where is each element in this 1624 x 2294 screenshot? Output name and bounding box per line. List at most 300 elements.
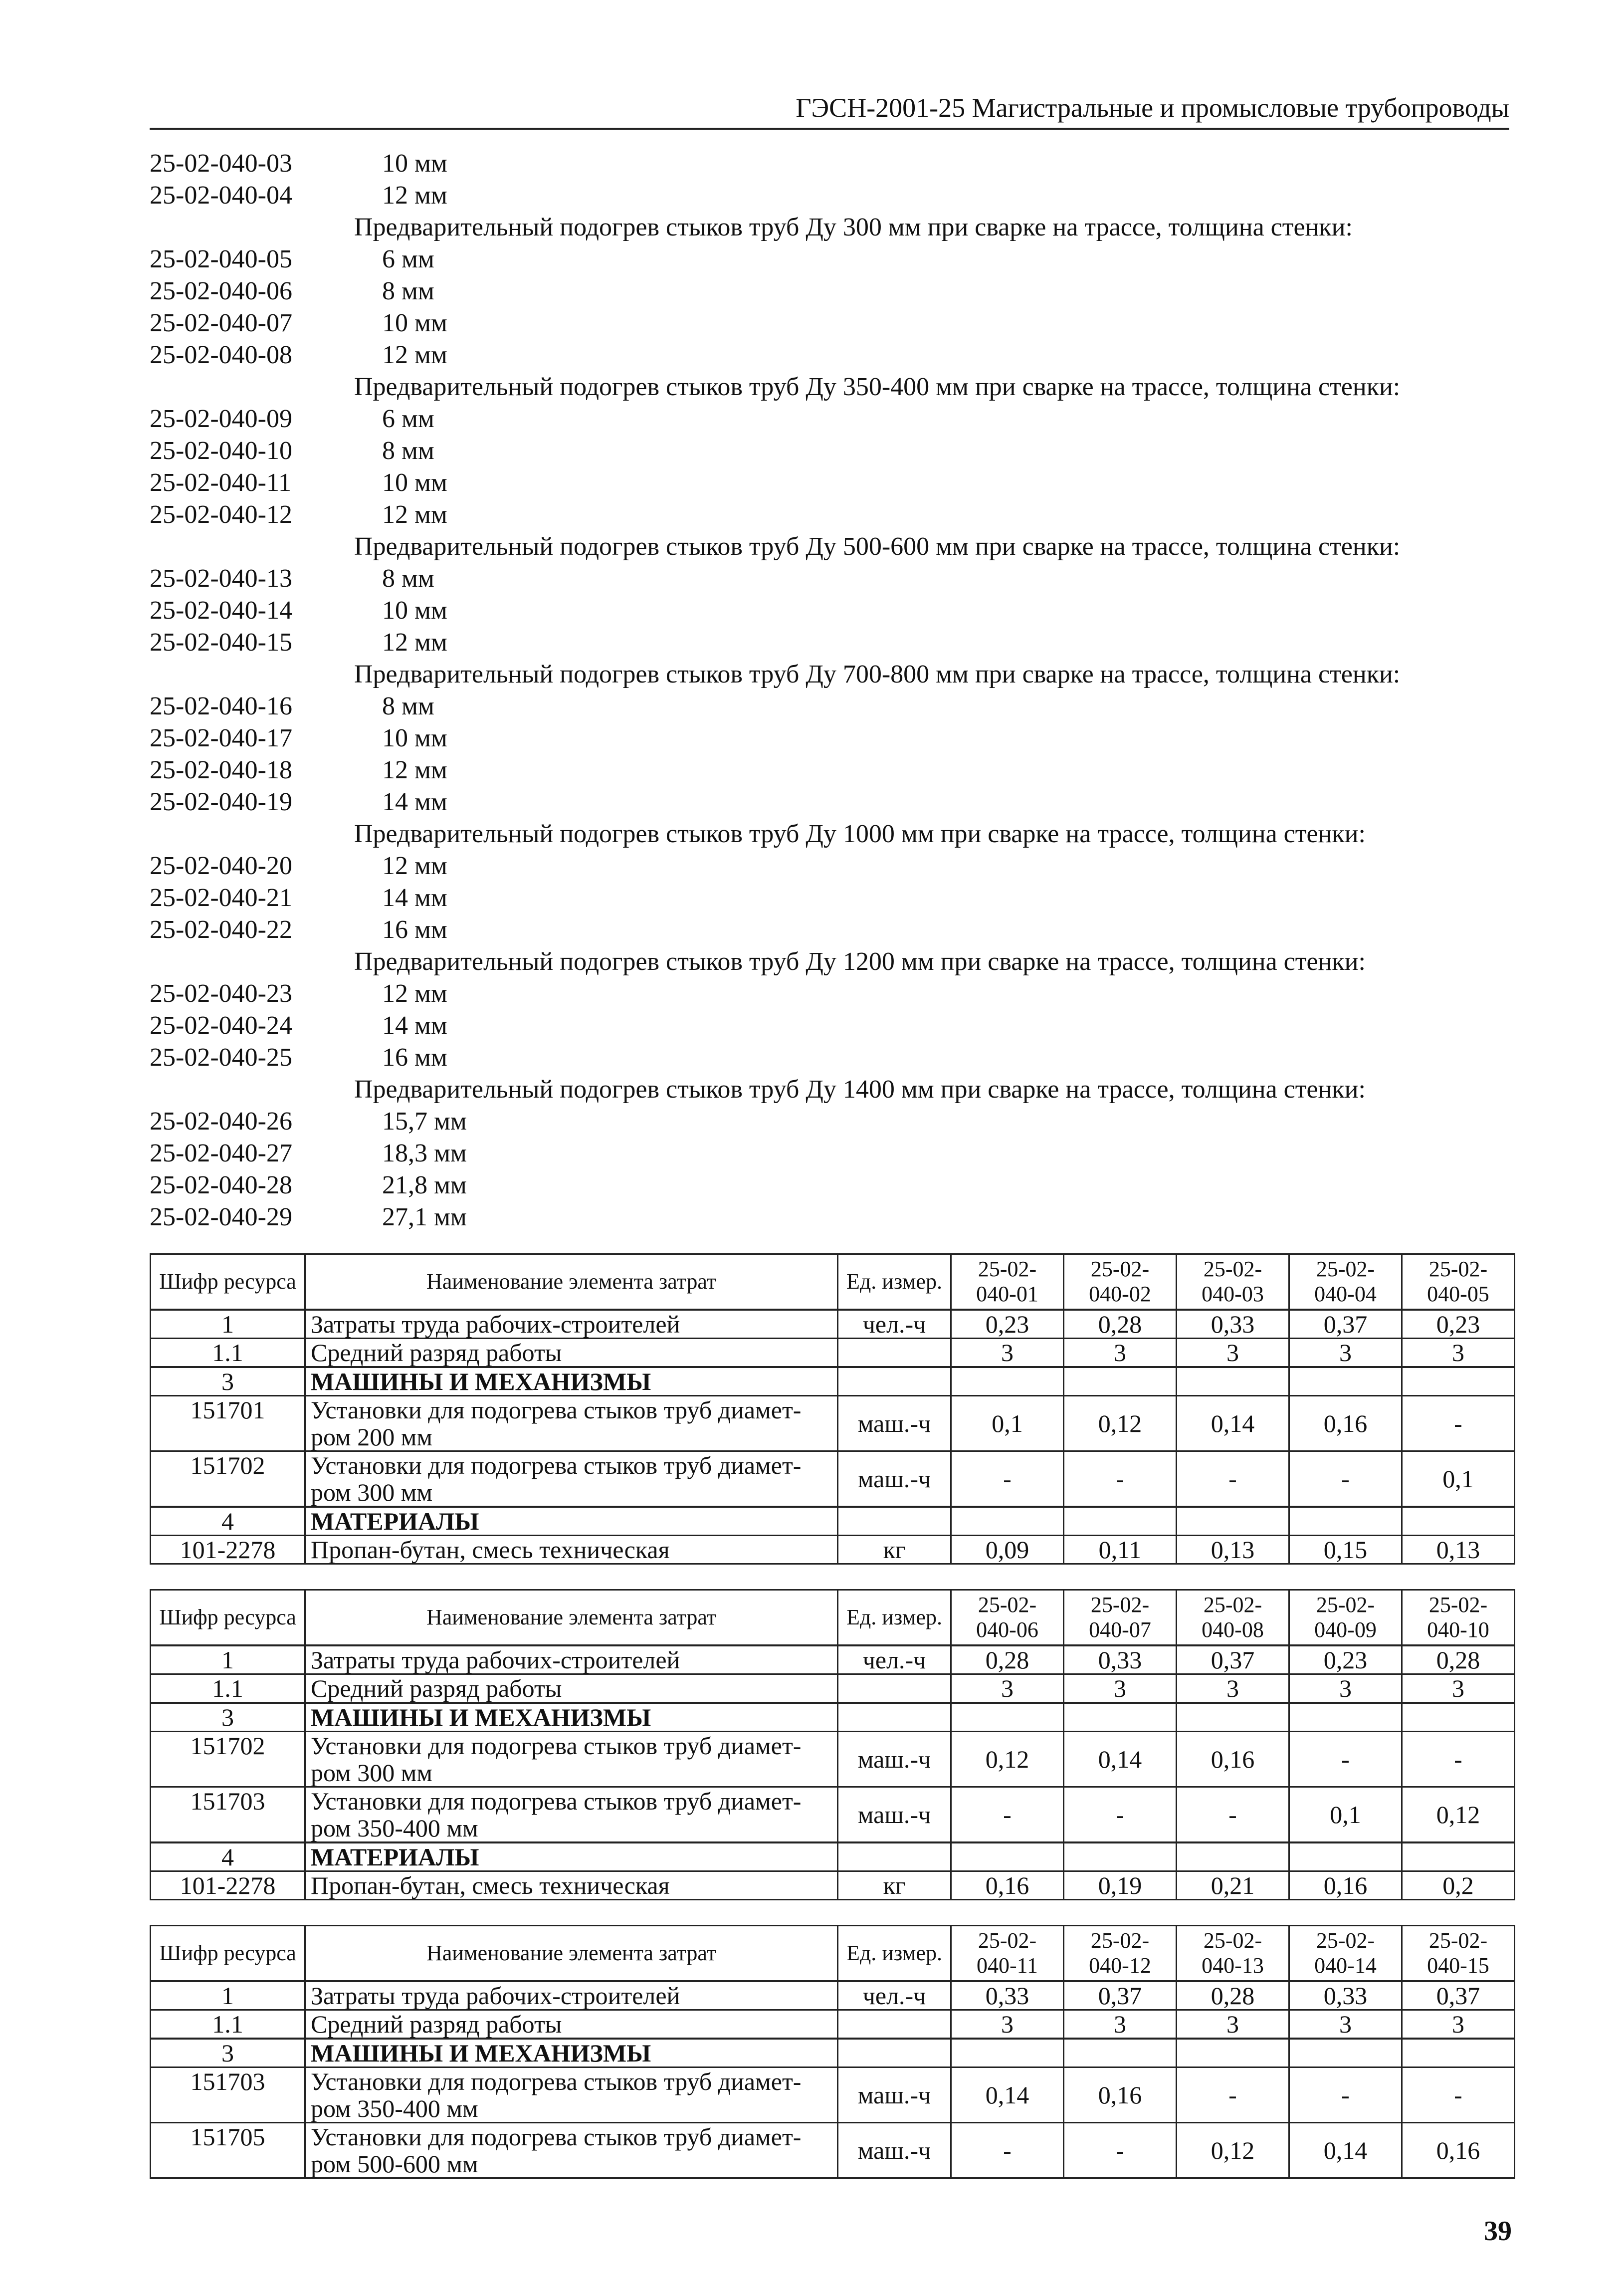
norm-description: 8 мм — [382, 277, 434, 305]
table-row — [151, 1451, 1515, 1507]
cost-element-name — [305, 2123, 838, 2178]
norm-item — [150, 307, 1516, 339]
header-norm-code — [1064, 1590, 1177, 1646]
norm-description: 12 мм — [382, 852, 447, 880]
unit-of-measure — [838, 1842, 951, 1871]
unit-of-measure: чел.-ч — [838, 1981, 951, 2010]
norm-value: 0,16 — [1402, 2123, 1515, 2178]
norm-code: 25-02-040-11 — [150, 468, 292, 497]
norm-item — [150, 467, 1516, 499]
header-norm-code-part: 040-07 — [1089, 1617, 1151, 1642]
norm-group-heading — [150, 818, 1516, 850]
norm-value: 3 — [1064, 2010, 1177, 2039]
norm-value — [1402, 1507, 1515, 1536]
table-row — [151, 2123, 1515, 2178]
resource-code: 101-2278 — [151, 1536, 305, 1564]
cost-element-name-line: Установки для подогрева стыков труб диамет- — [311, 1732, 802, 1760]
header-norm-code-part: 040-10 — [1427, 1617, 1489, 1642]
norm-code: 25-02-040-16 — [150, 692, 292, 720]
cost-element-name — [305, 1674, 838, 1703]
table-row — [151, 1871, 1515, 1900]
norm-value: - — [951, 2123, 1064, 2178]
table-row — [151, 1645, 1515, 1674]
norm-value — [951, 1367, 1064, 1396]
norm-value: 0,12 — [1177, 2123, 1289, 2178]
norm-item — [150, 243, 1516, 275]
norm-value: 0,37 — [1289, 1310, 1402, 1339]
norm-value: 0,28 — [1177, 1981, 1289, 2010]
header-norm-code-part: 25-02- — [1090, 1928, 1150, 1953]
cost-element-name — [305, 1396, 838, 1451]
norm-item — [150, 595, 1516, 627]
norm-group-heading-text: Предварительный подогрев стыков труб Ду 300 мм при сварке на трассе, толщина стенки: — [354, 213, 1353, 241]
table-row — [151, 1674, 1515, 1703]
norm-value: 3 — [1177, 2010, 1289, 2039]
cost-element-name-line: Средний разряд работы — [311, 2010, 562, 2038]
header-norm-code-part: 25-02- — [978, 1593, 1037, 1617]
header-norm-code-part: 25-02- — [1203, 1928, 1262, 1953]
cost-element-name-line: Установки для подогрева стыков труб диамет- — [311, 2123, 802, 2151]
norm-value: 0,11 — [1064, 1536, 1177, 1564]
norm-value: 0,28 — [1402, 1645, 1515, 1674]
header-norm-code — [951, 1926, 1064, 1982]
unit-of-measure — [838, 2039, 951, 2067]
header-cost-element-name: Наименование элемента затрат — [305, 1254, 838, 1310]
norm-item — [150, 1106, 1516, 1138]
norm-value: - — [1177, 1451, 1289, 1507]
norm-code: 25-02-040-03 — [150, 149, 292, 178]
header-norm-code-part: 040-03 — [1202, 1282, 1264, 1306]
norm-description: 10 мм — [382, 149, 447, 178]
norm-value: 0,23 — [1289, 1645, 1402, 1674]
header-norm-code-part: 25-02- — [978, 1257, 1037, 1281]
norm-value: - — [1289, 2067, 1402, 2123]
header-norm-code — [1064, 1926, 1177, 1982]
cost-element-name-line: МАТЕРИАЛЫ — [311, 1843, 479, 1871]
section-heading — [305, 1507, 838, 1536]
unit-of-measure — [838, 1703, 951, 1732]
norm-item — [150, 563, 1516, 595]
norm-value: 0,16 — [1064, 2067, 1177, 2123]
norm-value: - — [1064, 1787, 1177, 1843]
unit-of-measure: маш.-ч — [838, 1396, 951, 1451]
table-header-row — [151, 1590, 1515, 1646]
resource-code: 1 — [151, 1645, 305, 1674]
norm-description: 8 мм — [382, 437, 434, 465]
norm-value: 0,33 — [1177, 1310, 1289, 1339]
header-unit: Ед. измер. — [838, 1254, 951, 1310]
cost-table-3 — [150, 1925, 1515, 2179]
norm-value: 0,37 — [1064, 1981, 1177, 2010]
norm-group-heading-text: Предварительный подогрев стыков труб Ду 350-400 мм при сварке на трассе, толщина стенки: — [354, 373, 1401, 401]
header-cost-element-name: Наименование элемента затрат — [305, 1926, 838, 1982]
norm-group-heading-text: Предварительный подогрев стыков труб Ду 1400 мм при сварке на трассе, толщина стенки: — [354, 1075, 1366, 1104]
resource-code: 3 — [151, 1367, 305, 1396]
table-row — [151, 1536, 1515, 1564]
norm-description: 16 мм — [382, 1043, 447, 1072]
norm-group-heading — [150, 212, 1516, 243]
cost-element-name — [305, 1339, 838, 1368]
norm-description: 8 мм — [382, 692, 434, 720]
norm-value — [1177, 1703, 1289, 1732]
norm-value: 0,16 — [1177, 1732, 1289, 1787]
cost-element-name-line: ром 350-400 мм — [311, 1814, 478, 1842]
norm-description: 16 мм — [382, 916, 447, 944]
norm-value: 0,1 — [951, 1396, 1064, 1451]
cost-element-name — [305, 2067, 838, 2123]
norm-value: 0,16 — [1289, 1871, 1402, 1900]
norm-item — [150, 754, 1516, 786]
cost-element-name-line: Установки для подогрева стыков труб диамет- — [311, 1396, 802, 1424]
header-norm-code — [1289, 1926, 1402, 1982]
norm-value: 0,12 — [1064, 1396, 1177, 1451]
norm-value: 3 — [951, 1674, 1064, 1703]
cost-element-name-line: ром 300 мм — [311, 1759, 432, 1787]
norm-value: 0,2 — [1402, 1871, 1515, 1900]
norm-group-heading — [150, 659, 1516, 690]
header-norm-code-part: 25-02- — [1316, 1257, 1375, 1281]
cost-element-name — [305, 1310, 838, 1339]
norm-description: 14 мм — [382, 884, 447, 912]
unit-of-measure: маш.-ч — [838, 1451, 951, 1507]
norm-code: 25-02-040-29 — [150, 1203, 292, 1231]
norm-value — [951, 1842, 1064, 1871]
table-row — [151, 1981, 1515, 2010]
norm-value: 3 — [1177, 1674, 1289, 1703]
norm-description: 14 мм — [382, 1011, 447, 1040]
norm-item — [150, 786, 1516, 818]
norm-group-heading-text: Предварительный подогрев стыков труб Ду 1200 мм при сварке на трассе, толщина стенки: — [354, 947, 1366, 976]
norm-value — [1177, 1507, 1289, 1536]
table-row — [151, 1339, 1515, 1368]
norm-value — [1402, 1367, 1515, 1396]
cost-element-name-line: Затраты труда рабочих-строителей — [311, 1310, 680, 1338]
resource-code: 151703 — [151, 1787, 305, 1843]
table-row — [151, 2067, 1515, 2123]
norm-group-heading — [150, 371, 1516, 403]
norm-code: 25-02-040-23 — [150, 979, 292, 1008]
cost-element-name-line: ром 200 мм — [311, 1423, 432, 1451]
norm-code: 25-02-040-15 — [150, 628, 292, 657]
norm-value: 0,33 — [951, 1981, 1064, 2010]
norm-item — [150, 722, 1516, 754]
norm-code: 25-02-040-07 — [150, 309, 292, 337]
norm-code: 25-02-040-27 — [150, 1139, 292, 1167]
cost-element-name-line: Установки для подогрева стыков труб диамет- — [311, 1451, 802, 1479]
header-norm-code — [1402, 1926, 1515, 1982]
cost-element-name-line: Установки для подогрева стыков труб диамет- — [311, 2067, 802, 2095]
header-norm-code-part: 25-02- — [1090, 1257, 1150, 1281]
norm-value: 0,14 — [1289, 2123, 1402, 2178]
section-heading — [305, 1842, 838, 1871]
norm-description: 10 мм — [382, 596, 447, 625]
norm-item — [150, 882, 1516, 914]
norm-code: 25-02-040-05 — [150, 245, 292, 273]
norm-value: 0,37 — [1402, 1981, 1515, 2010]
norm-value: 0,16 — [951, 1871, 1064, 1900]
resource-code: 151702 — [151, 1451, 305, 1507]
header-unit: Ед. измер. — [838, 1926, 951, 1982]
norm-description: 12 мм — [382, 341, 447, 369]
norm-description: 12 мм — [382, 500, 447, 529]
norm-item — [150, 403, 1516, 435]
cost-element-name — [305, 1732, 838, 1787]
norm-description: 12 мм — [382, 979, 447, 1008]
header-cost-element-name: Наименование элемента затрат — [305, 1590, 838, 1646]
norm-value — [1289, 1842, 1402, 1871]
header-norm-code-part: 25-02- — [1203, 1257, 1262, 1281]
cost-element-name-line: ром 350-400 мм — [311, 2094, 478, 2122]
resource-code: 151705 — [151, 2123, 305, 2178]
resource-code: 3 — [151, 2039, 305, 2067]
header-unit: Ед. измер. — [838, 1590, 951, 1646]
norm-value: 0,33 — [1289, 1981, 1402, 2010]
norm-code: 25-02-040-14 — [150, 596, 292, 625]
table-row — [151, 1703, 1515, 1732]
header-norm-code — [1177, 1590, 1289, 1646]
norm-group-heading — [150, 1074, 1516, 1106]
header-norm-code — [1289, 1254, 1402, 1310]
norm-value — [1402, 1703, 1515, 1732]
norm-value: - — [1177, 2067, 1289, 2123]
norm-value: 0,14 — [1177, 1396, 1289, 1451]
header-norm-code — [951, 1590, 1064, 1646]
norm-description: 12 мм — [382, 181, 447, 210]
norm-item — [150, 180, 1516, 212]
header-norm-code-part: 040-14 — [1314, 1953, 1377, 1978]
norm-code: 25-02-040-04 — [150, 181, 292, 210]
header-norm-code-part: 040-01 — [976, 1282, 1038, 1306]
cost-element-name-line: МАШИНЫ И МЕХАНИЗМЫ — [311, 1368, 651, 1395]
norm-group-heading — [150, 531, 1516, 563]
norm-value: - — [951, 1451, 1064, 1507]
cost-element-name — [305, 1981, 838, 2010]
norm-value: 0,16 — [1289, 1396, 1402, 1451]
header-norm-code-part: 040-06 — [976, 1617, 1038, 1642]
norm-value: 0,12 — [1402, 1787, 1515, 1843]
norm-value: 0,14 — [951, 2067, 1064, 2123]
header-resource-code: Шифр ресурса — [151, 1254, 305, 1310]
header-norm-code-part: 040-12 — [1089, 1953, 1151, 1978]
norm-value: - — [1402, 1732, 1515, 1787]
unit-of-measure — [838, 1674, 951, 1703]
norm-value: 3 — [1289, 1339, 1402, 1368]
norm-description: 10 мм — [382, 309, 447, 337]
cost-element-name-line: ром 300 мм — [311, 1478, 432, 1506]
header-norm-code — [1289, 1590, 1402, 1646]
norm-item — [150, 690, 1516, 722]
header-norm-code-part: 040-13 — [1202, 1953, 1264, 1978]
norm-description: 15,7 мм — [382, 1107, 467, 1136]
header-norm-code-part: 25-02- — [1090, 1593, 1150, 1617]
norm-value: 3 — [1064, 1674, 1177, 1703]
header-norm-code-part: 25-02- — [1428, 1593, 1488, 1617]
norm-description: 12 мм — [382, 756, 447, 784]
norm-code: 25-02-040-13 — [150, 564, 292, 593]
norm-value: 0,33 — [1064, 1645, 1177, 1674]
norm-value: 3 — [1289, 1674, 1402, 1703]
header-norm-code-part: 25-02- — [1428, 1257, 1488, 1281]
norm-value — [951, 1507, 1064, 1536]
norm-value: 0,19 — [1064, 1871, 1177, 1900]
header-norm-code — [1064, 1254, 1177, 1310]
cost-element-name-line: Затраты труда рабочих-строителей — [311, 1982, 680, 2010]
table-row — [151, 1507, 1515, 1536]
cost-element-name-line: Затраты труда рабочих-строителей — [311, 1646, 680, 1674]
header-norm-code — [1402, 1254, 1515, 1310]
header-resource-code: Шифр ресурса — [151, 1590, 305, 1646]
norm-description: 10 мм — [382, 724, 447, 752]
header-norm-code-part: 25-02- — [978, 1928, 1037, 1953]
norm-value: 0,28 — [1064, 1310, 1177, 1339]
header-norm-code-part: 040-02 — [1089, 1282, 1151, 1306]
norm-item — [150, 627, 1516, 659]
norm-item — [150, 1201, 1516, 1233]
norm-value: - — [1402, 1396, 1515, 1451]
norm-value — [951, 2039, 1064, 2067]
norm-value — [1177, 2039, 1289, 2067]
table-row — [151, 2010, 1515, 2039]
cost-element-name — [305, 1871, 838, 1900]
resource-code: 1 — [151, 1310, 305, 1339]
unit-of-measure: маш.-ч — [838, 2123, 951, 2178]
norm-value: - — [1289, 1732, 1402, 1787]
norm-item — [150, 1169, 1516, 1201]
unit-of-measure: маш.-ч — [838, 2067, 951, 2123]
table-row — [151, 2039, 1515, 2067]
norm-value: - — [1177, 1787, 1289, 1843]
norm-description: 21,8 мм — [382, 1171, 467, 1199]
resource-code: 4 — [151, 1507, 305, 1536]
norm-item — [150, 1042, 1516, 1074]
norm-description: 6 мм — [382, 405, 434, 433]
cost-element-name — [305, 1787, 838, 1843]
norm-description: 14 мм — [382, 788, 447, 816]
norm-group-heading-text: Предварительный подогрев стыков труб Ду 500-600 мм при сварке на трассе, толщина стенки: — [354, 532, 1401, 561]
norm-group-heading-text: Предварительный подогрев стыков труб Ду 700-800 мм при сварке на трассе, толщина стенки: — [354, 660, 1401, 688]
unit-of-measure: кг — [838, 1871, 951, 1900]
page-number: 39 — [1484, 2216, 1512, 2247]
norm-code: 25-02-040-09 — [150, 405, 292, 433]
norm-code: 25-02-040-12 — [150, 500, 292, 529]
cost-element-name — [305, 1451, 838, 1507]
cost-table-1 — [150, 1253, 1515, 1565]
norm-item — [150, 978, 1516, 1010]
norm-value: 0,1 — [1289, 1787, 1402, 1843]
norm-value: 0,21 — [1177, 1871, 1289, 1900]
resource-code: 151701 — [151, 1396, 305, 1451]
header-norm-code-part: 040-05 — [1427, 1282, 1489, 1306]
section-heading — [305, 1703, 838, 1732]
norm-value: 0,13 — [1402, 1536, 1515, 1564]
norm-item — [150, 850, 1516, 882]
cost-element-name-line: Установки для подогрева стыков труб диамет- — [311, 1787, 802, 1815]
header-norm-code-part: 040-15 — [1427, 1953, 1489, 1978]
norm-value — [1177, 1367, 1289, 1396]
norm-value: 0,23 — [951, 1310, 1064, 1339]
table-row — [151, 1732, 1515, 1787]
table-row — [151, 1396, 1515, 1451]
norm-value: 0,28 — [951, 1645, 1064, 1674]
cost-element-name-line: Пропан-бутан, смесь техническая — [311, 1536, 670, 1564]
table-row — [151, 1842, 1515, 1871]
norm-value: 0,09 — [951, 1536, 1064, 1564]
header-norm-code-part: 040-04 — [1314, 1282, 1377, 1306]
unit-of-measure — [838, 1367, 951, 1396]
cost-element-name — [305, 1536, 838, 1564]
resource-code: 1.1 — [151, 1674, 305, 1703]
norm-code: 25-02-040-22 — [150, 916, 292, 944]
norm-description: 18,3 мм — [382, 1139, 467, 1167]
norm-group-heading — [150, 946, 1516, 978]
norm-value — [1289, 1367, 1402, 1396]
norm-value: - — [1064, 2123, 1177, 2178]
norm-value: - — [1289, 1451, 1402, 1507]
norm-value: 3 — [951, 2010, 1064, 2039]
resource-code: 3 — [151, 1703, 305, 1732]
table-row — [151, 1787, 1515, 1843]
norm-value: 0,1 — [1402, 1451, 1515, 1507]
resource-code: 101-2278 — [151, 1871, 305, 1900]
norm-item — [150, 275, 1516, 307]
norm-description: 27,1 мм — [382, 1203, 467, 1231]
norm-code: 25-02-040-18 — [150, 756, 292, 784]
norm-code: 25-02-040-06 — [150, 277, 292, 305]
norm-value: 0,12 — [951, 1732, 1064, 1787]
running-header: ГЭСН-2001-25 Магистральные и промысловые трубопроводы — [150, 90, 1509, 130]
norm-description: 8 мм — [382, 564, 434, 593]
norm-value: 3 — [951, 1339, 1064, 1368]
norm-value: 3 — [1402, 1339, 1515, 1368]
norm-item — [150, 339, 1516, 371]
norm-code: 25-02-040-28 — [150, 1171, 292, 1199]
cost-element-name-line: Средний разряд работы — [311, 1674, 562, 1702]
section-heading — [305, 1367, 838, 1396]
norm-group-heading-text: Предварительный подогрев стыков труб Ду 1000 мм при сварке на трассе, толщина стенки: — [354, 820, 1366, 848]
header-norm-code — [1177, 1254, 1289, 1310]
resource-code: 151703 — [151, 2067, 305, 2123]
unit-of-measure — [838, 1507, 951, 1536]
norm-code: 25-02-040-24 — [150, 1011, 292, 1040]
norm-value — [1064, 2039, 1177, 2067]
resource-code: 151702 — [151, 1732, 305, 1787]
cost-element-name-line: ром 500-600 мм — [311, 2150, 478, 2178]
norm-description: 6 мм — [382, 245, 434, 273]
table-header-row — [151, 1254, 1515, 1310]
header-norm-code-part: 25-02- — [1203, 1593, 1262, 1617]
cost-element-name — [305, 2010, 838, 2039]
header-norm-code-part: 25-02- — [1316, 1593, 1375, 1617]
norm-value — [1402, 2039, 1515, 2067]
header-norm-code-part: 040-08 — [1202, 1617, 1264, 1642]
norm-value — [951, 1703, 1064, 1732]
norm-value: 3 — [1289, 2010, 1402, 2039]
norm-value — [1289, 2039, 1402, 2067]
norm-code: 25-02-040-21 — [150, 884, 292, 912]
header-norm-code-part: 040-09 — [1314, 1617, 1377, 1642]
norm-value: 3 — [1064, 1339, 1177, 1368]
table-header-row — [151, 1926, 1515, 1982]
norm-value: 3 — [1402, 1674, 1515, 1703]
resource-code: 1.1 — [151, 2010, 305, 2039]
norm-value: 0,13 — [1177, 1536, 1289, 1564]
norm-value: 3 — [1177, 1339, 1289, 1368]
section-heading — [305, 2039, 838, 2067]
table-row — [151, 1310, 1515, 1339]
unit-of-measure: кг — [838, 1536, 951, 1564]
unit-of-measure: чел.-ч — [838, 1645, 951, 1674]
header-norm-code — [1402, 1590, 1515, 1646]
